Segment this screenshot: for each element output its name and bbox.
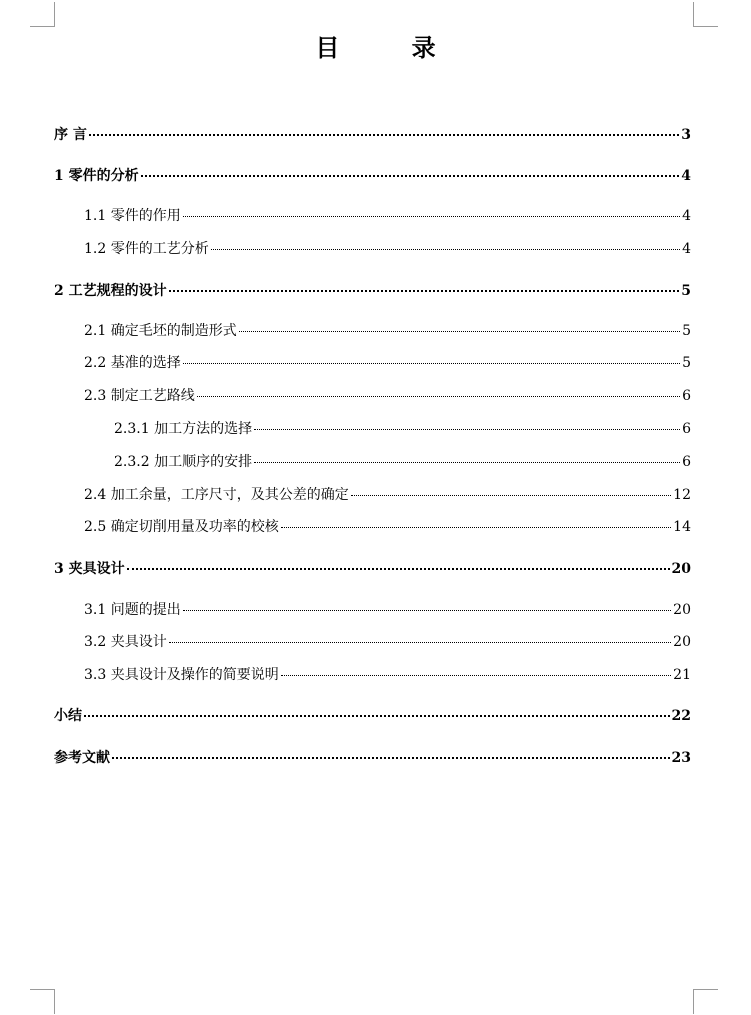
- toc-leader: [183, 610, 671, 611]
- toc-entry-label: 3 夹具设计: [54, 561, 125, 577]
- toc-entry-label: 1 零件的分析: [54, 168, 139, 184]
- toc-leader: [141, 175, 680, 177]
- toc-entry-page: 6: [682, 454, 691, 470]
- toc-entry-2[interactable]: [54, 280, 691, 300]
- toc-entry-page: 5: [682, 355, 691, 371]
- crop-mark-top-left: [30, 2, 55, 27]
- toc-leader: [89, 134, 679, 136]
- toc-entry-label: 2.1 确定毛坯的制造形式: [84, 323, 237, 339]
- toc-entry-1[interactable]: [54, 165, 691, 185]
- toc-entry-label: 1.2 零件的工艺分析: [84, 241, 209, 257]
- toc-entry-2-3-1[interactable]: [114, 418, 691, 438]
- toc-entry-2-5[interactable]: [84, 516, 691, 536]
- toc-entry-3-2[interactable]: [84, 631, 691, 651]
- toc-entry-page: 12: [673, 487, 691, 503]
- toc-entry-label: 2.3.1 加工方法的选择: [114, 421, 253, 437]
- toc-entry-page: 21: [673, 667, 691, 683]
- toc-entry-label: 2 工艺规程的设计: [54, 283, 167, 299]
- toc-entry-page: 20: [673, 634, 691, 650]
- toc-leader: [197, 396, 680, 397]
- toc-entry-page: 20: [671, 561, 691, 577]
- crop-mark-bottom-right: [693, 989, 718, 1014]
- toc-entry-label: 参考文献: [54, 750, 110, 766]
- toc-entry-1-1[interactable]: [84, 205, 691, 225]
- toc-entry-2-2[interactable]: [84, 352, 691, 372]
- toc-entry-label: 2.5 确定切削用量及功率的校核: [84, 519, 279, 535]
- toc-leader: [127, 568, 670, 570]
- toc-leader: [112, 757, 670, 759]
- toc-entry-label: 3.1 问题的提出: [84, 602, 181, 618]
- toc-entry-page: 4: [681, 168, 691, 184]
- toc-entry-preface[interactable]: [54, 124, 691, 144]
- crop-mark-top-right: [693, 2, 718, 27]
- toc-entry-page: 14: [673, 519, 691, 535]
- toc-entry-2-1[interactable]: [84, 320, 691, 340]
- toc-leader: [211, 249, 680, 250]
- toc-entry-page: 23: [671, 750, 691, 766]
- toc-leader: [169, 642, 671, 643]
- toc-entry-references[interactable]: [54, 747, 691, 767]
- toc-entry-page: 5: [682, 323, 691, 339]
- toc-leader: [84, 715, 670, 717]
- toc-entry-label: 3.2 夹具设计: [84, 634, 167, 650]
- toc-entry-label: 2.3 制定工艺路线: [84, 388, 195, 404]
- toc-entry-2-3[interactable]: [84, 385, 691, 405]
- toc-entry-page: 6: [682, 421, 691, 437]
- toc-entry-page: 4: [682, 208, 691, 224]
- toc-entry-label: 序 言: [54, 127, 87, 143]
- toc-leader: [169, 290, 680, 292]
- toc-entry-label: 3.3 夹具设计及操作的简要说明: [84, 667, 279, 683]
- toc-leader: [281, 527, 671, 528]
- toc-leader: [183, 216, 680, 217]
- toc-entry-summary[interactable]: [54, 705, 691, 725]
- toc-entry-page: 20: [673, 602, 691, 618]
- toc-entry-page: 4: [682, 241, 691, 257]
- toc-leader: [183, 363, 680, 364]
- toc-leader: [351, 495, 671, 496]
- toc-entry-page: 6: [682, 388, 691, 404]
- toc-entry-label: 1.1 零件的作用: [84, 208, 181, 224]
- toc-entry-2-3-2[interactable]: [114, 451, 691, 471]
- toc-entry-page: 3: [681, 127, 691, 143]
- toc-entry-1-2[interactable]: [84, 238, 691, 258]
- toc-entry-2-4[interactable]: [84, 484, 691, 504]
- toc-leader: [254, 462, 680, 463]
- crop-mark-bottom-left: [30, 989, 55, 1014]
- toc-entry-3[interactable]: [54, 558, 691, 578]
- toc-entry-3-3[interactable]: [84, 664, 691, 684]
- toc-entry-page: 5: [681, 283, 691, 299]
- toc-entry-label: 2.4 加工余量，工序尺寸，及其公差的确定: [84, 487, 349, 503]
- toc-entry-page: 22: [671, 708, 691, 724]
- toc-leader: [239, 331, 680, 332]
- toc-entry-3-1[interactable]: [84, 599, 691, 619]
- toc-entry-label: 2.2 基准的选择: [84, 355, 181, 371]
- toc-leader: [281, 675, 671, 676]
- toc-entry-label: 2.3.2 加工顺序的安排: [114, 454, 253, 470]
- toc-entry-label: 小结: [54, 708, 82, 724]
- toc-leader: [254, 429, 680, 430]
- page-title: 目 录: [315, 33, 468, 62]
